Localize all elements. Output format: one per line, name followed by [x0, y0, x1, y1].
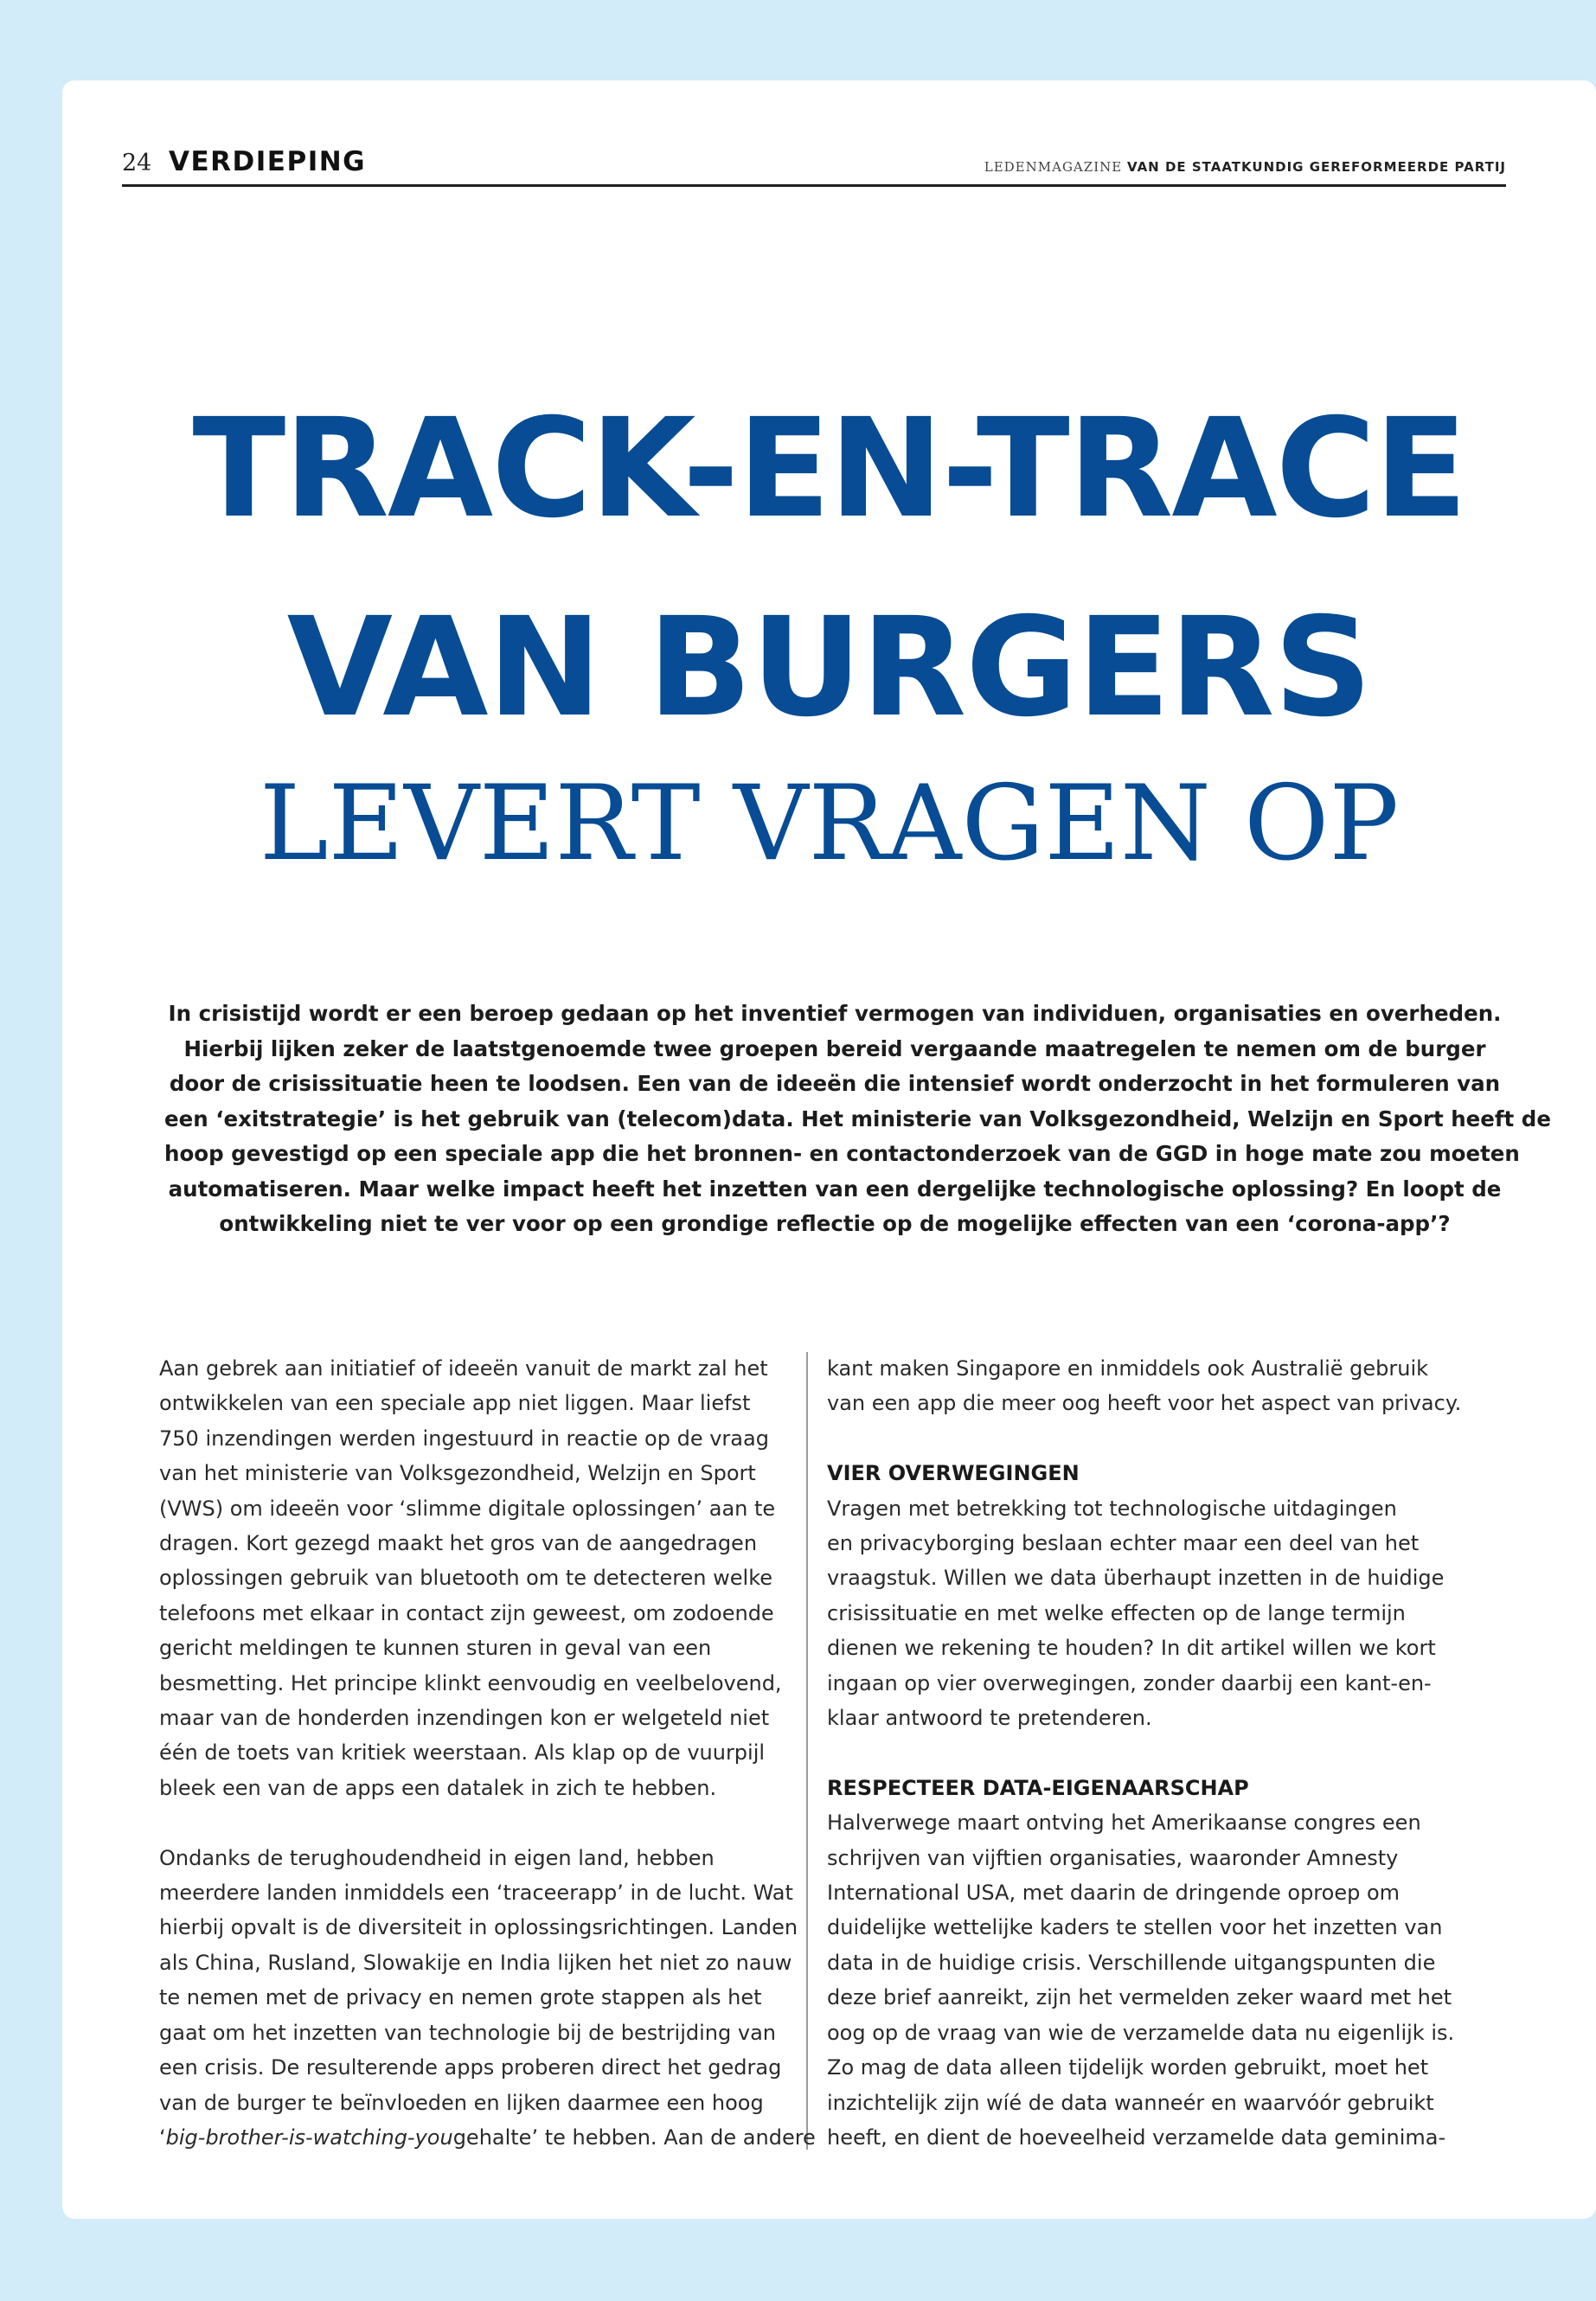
intro-line: In crisistijd wordt er een beroep gedaan op het inventief vermogen van individuen, organisaties en overheden. [168, 1001, 1502, 1026]
body-line: gericht meldingen te kunnen sturen in geval van een [159, 1636, 712, 1661]
body-line: als China, Rusland, Slowakije en India lijken het niet zo nauw [159, 1950, 792, 1975]
body-paragraph [159, 1351, 817, 1805]
body-line: deze brief aanreikt, zijn het vermelden zeker waard met het [827, 1985, 1452, 2010]
article-title-line-2: VAN BURGERS [286, 588, 1372, 747]
body-line: heeft, en dient de hoeveelheid verzamelde data geminima- [827, 2125, 1446, 2150]
body-line: bleek een van de apps een datalek in zich te hebben. [159, 1775, 717, 1800]
masthead-main: VAN DE STAATKUNDIG GEREFORMEERDE PARTIJ [1126, 159, 1506, 175]
intro-line: automatiseren. Maar welke impact heeft het inzetten van een dergelijke technologische oplossing? En loopt de [168, 1176, 1502, 1202]
body-paragraph [827, 1805, 1519, 2155]
masthead-prefix: LEDENMAGAZINE [984, 159, 1123, 175]
body-line: data in de huidige crisis. Verschillende uitgangspunten die [827, 1950, 1436, 1975]
body-line: en privacyborging beslaan echter maar een deel van het [827, 1531, 1420, 1556]
body-line: maar van de honderden inzendingen kon er welgeteld niet [159, 1706, 770, 1731]
body-line: Aan gebrek aan initiatief of ideeën vanuit de markt zal het [159, 1356, 768, 1381]
section-label: VERDIEPING [169, 146, 367, 177]
body-line: duidelijke wettelijke kaders te stellen voor het inzetten van [827, 1915, 1443, 1940]
italic-phrase: big-brother-is-watching-you [165, 2125, 453, 2150]
intro-line: ontwikkeling niet te ver voor op een grondige reflectie op de mogelijke effecten van een ‘corona-app’? [219, 1211, 1451, 1236]
subheading-vier-overwegingen: VIER OVERWEGINGEN [827, 1461, 1080, 1486]
intro-line: door de crisissituatie heen te loodsen. Een van de ideeën die intensief wordt onderzocht in het formuleren van [169, 1071, 1501, 1096]
line-rest: gehalte’ te hebben. Aan de andere [452, 2125, 816, 2150]
article-intro [164, 997, 1551, 1242]
body-line: (VWS) om ideeën voor ‘slimme digitale oplossingen’ aan te [159, 1496, 776, 1521]
body-line: 750 inzendingen werden ingestuurd in reactie op de vraag [159, 1426, 769, 1451]
body-line: International USA, met daarin de dringende oproep om [827, 1881, 1401, 1906]
article-title-line-1: TRACK-EN-TRACE [192, 389, 1466, 548]
article-title-line-3: LEVERT VRAGEN OP [259, 764, 1400, 884]
body-line: crisissituatie en met welke effecten op de lange termijn [827, 1600, 1406, 1625]
intro-line: Hierbij lijken zeker de laatstgenoemde twee groepen bereid vergaande maatregelen te nemen om de burger [183, 1035, 1486, 1061]
magazine-page [62, 80, 1596, 2219]
left-column [159, 1351, 817, 2155]
body-line: te nemen met de privacy en nemen grote stappen als het [159, 1985, 762, 2010]
body-line: gaat om het inzetten van technologie bij de bestrijding van [159, 2020, 776, 2045]
page-header [122, 141, 1506, 187]
body-line: besmetting. Het principe klinkt eenvoudig en veelbelovend, [159, 1670, 782, 1695]
body-line: Ondanks de terughoudendheid in eigen land, hebben [159, 1845, 715, 1870]
body-line: oog op de vraag van wie de verzamelde data nu eigenlijk is. [827, 2020, 1455, 2045]
body-line: ingaan op vier overwegingen, zonder daarbij een kant-en- [827, 1670, 1432, 1695]
body-paragraph [827, 1491, 1519, 1736]
body-line: telefoons met elkaar in contact zijn geweest, om zodoende [159, 1600, 774, 1625]
body-line: klaar antwoord te pretenderen. [827, 1706, 1152, 1731]
body-line: Zo mag de data alleen tijdelijk worden gebruikt, moet het [827, 2055, 1429, 2080]
body-line: kant maken Singapore en inmiddels ook Australië gebruik [827, 1356, 1429, 1381]
body-line: dragen. Kort gezegd maakt het gros van de aangedragen [159, 1531, 758, 1556]
body-line: van een app die meer oog heeft voor het aspect van privacy. [827, 1391, 1462, 1416]
body-line: van het ministerie van Volksgezondheid, Welzijn en Sport [159, 1461, 756, 1486]
body-line: oplossingen gebruik van bluetooth om te detecteren welke [159, 1566, 773, 1591]
body-line: hierbij opvalt is de diversiteit in oplossingsrichtingen. Landen [159, 1915, 798, 1940]
body-line: inzichtelijk zijn wíé de data wanneér en waarvóór gebruikt [827, 2090, 1434, 2115]
body-line: van de burger te beïnvloeden en lijken daarmee een hoog [159, 2090, 764, 2115]
body-line: ontwikkelen van een speciale app niet liggen. Maar liefst [159, 1391, 751, 1416]
body-line: Vragen met betrekking tot technologische uitdagingen [827, 1496, 1397, 1521]
intro-line: een ‘exitstrategie’ is het gebruik van (telecom)data. Het ministerie van Volksgezondheid, Welzijn en Sport heeft de [164, 1106, 1551, 1131]
intro-line: hoop gevestigd op een speciale app die het bronnen- en contactonderzoek van de GGD in hoge mate zou moeten [164, 1141, 1520, 1166]
body-line: meerdere landen inmiddels een ‘traceerapp’ in de lucht. Wat [159, 1881, 793, 1906]
page-number: 24 [122, 150, 152, 176]
body-line: één de toets van kritiek weerstaan. Als klap op de vuurpijl [159, 1740, 766, 1766]
masthead [984, 159, 1506, 175]
right-column [827, 1351, 1519, 2155]
body-line [159, 2120, 817, 2155]
body-line: een crisis. De resulterende apps proberen direct het gedrag [159, 2055, 782, 2080]
body-line: Halverwege maart ontving het Amerikaanse congres een [827, 1811, 1421, 1836]
body-paragraph [159, 1841, 817, 2156]
body-line: vraagstuk. Willen we data überhaupt inzetten in de huidige [827, 1566, 1445, 1591]
quote-open: ‘ [159, 2125, 166, 2150]
body-line: schrijven van vijftien organisaties, waaronder Amnesty [827, 1845, 1399, 1870]
body-line: dienen we rekening te houden? In dit artikel willen we kort [827, 1636, 1436, 1661]
body-paragraph [827, 1351, 1519, 1421]
subheading-data-eigenaarschap: RESPECTEER DATA-EIGENAARSCHAP [827, 1775, 1249, 1800]
